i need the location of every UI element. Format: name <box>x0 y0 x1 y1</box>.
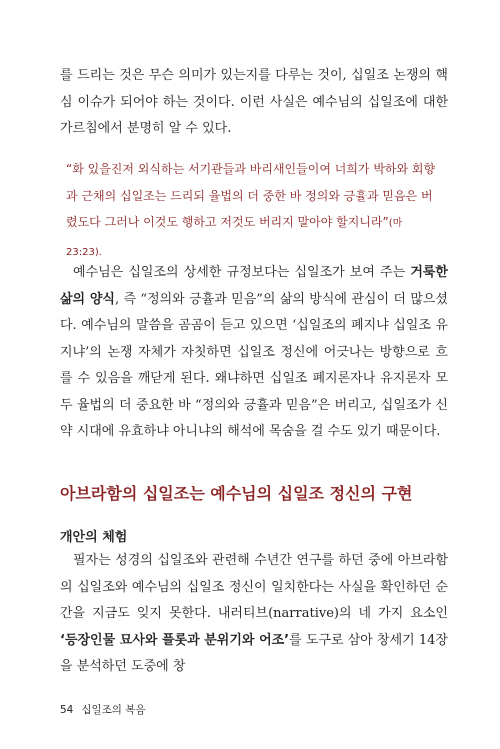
scripture-quote <box>66 156 436 266</box>
paragraph-text: 필자는 성경의 십일조와 관련해 수년간 연구를 하던 중에 아브라함의 십일조와 예수님의 십일조 정신이 일치한다는 사실을 확인하던 순간을 지금도 잊지 못한다. 내러티브(narrative)의 네 가지 요소인 <box>60 553 448 621</box>
page-number: 54 <box>60 704 74 716</box>
paragraph-continuation <box>60 63 448 143</box>
quote-citation: (마 23:23). <box>66 218 403 258</box>
section-heading: 아브라함의 십일조는 예수님의 십일조 정신의 구현 <box>60 484 413 503</box>
sub-heading: 개안의 체험 <box>60 530 128 545</box>
page-footer <box>60 702 146 717</box>
quote-text: “화 있을진저 외식하는 서기관들과 바리새인들이여 너희가 박하와 회향과 근채의 십일조는 드리되 율법의 더 중한 바 정의와 긍휼과 믿음은 버렸도다 그러나 이것도 행하고 저것도 버리지 말아야 할지니라” <box>66 162 436 229</box>
paragraph-text: 예수님은 십일조의 상세한 규정보다는 십일조가 보여 주는 <box>73 265 411 280</box>
paragraph-eye-opening <box>60 548 448 681</box>
paragraph-text: 를 도구로 삼아 창세기 14장을 분석하던 도중에 창 <box>60 632 448 674</box>
emphasis-text: ‘등장인물 묘사와 플롯과 분위기와 어조’ <box>60 632 290 648</box>
emphasis-text: 거룩한 삶의 양식 <box>60 265 448 307</box>
book-title: 십일조의 복음 <box>81 704 146 716</box>
paragraph-jesus-teaching <box>60 260 448 446</box>
paragraph-text: 를 드리는 것은 무슨 의미가 있는지를 다루는 것이, 십일조 논쟁의 핵심 이슈가 되어야 하는 것이다. 이런 사실은 예수님의 십일조에 대한 가르침에서 분명히 알 수 있다. <box>60 68 448 136</box>
paragraph-text: , 즉 “정의와 긍휼과 믿음”의 삶의 방식에 관심이 더 많으셨다. 예수님의 말씀을 곰곰이 듣고 있으면 ‘십일조의 폐지냐 십일조 유지냐’의 논쟁 자체가 자칫하면 십일조 정신에 어긋나는 방향으로 흐를 수 있음을 깨닫게 된다. 왜냐하면 십일조 폐지론자나 유지론자 모두 율법의 더 중요한 바 “정의와 긍휼과 믿음”은 버리고, 십일조가 신약 시대에 유효하냐 아니냐의 해석에 목숨을 걸 수도 있기 때문이다. <box>60 291 448 439</box>
